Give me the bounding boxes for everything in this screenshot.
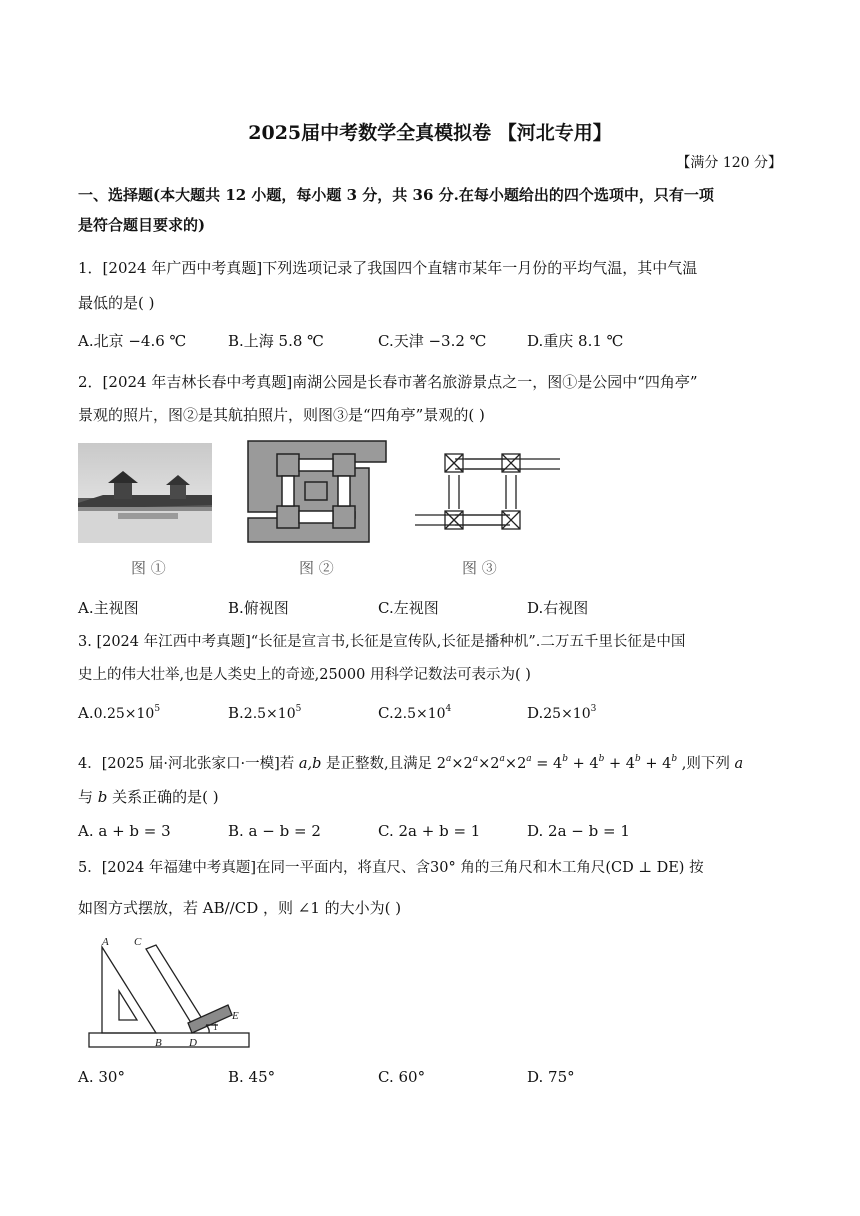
figure-1-caption: 图 ①: [131, 559, 166, 577]
question-3-line2: 史上的伟大壮举,也是人类史上的奇迹,25000 用科学记数法可表示为( ): [78, 667, 531, 683]
q4-option-d: D. 2a − b = 1: [527, 822, 630, 840]
ruler-triangle-figure: [88, 935, 253, 1053]
section-header-line2: 是符合题目要求的): [78, 216, 206, 234]
full-score-label: 【满分 120 分】: [676, 155, 782, 171]
q3-option-d: $D.25\times 10^3$: [527, 704, 597, 722]
q2-option-b: B.俯视图: [228, 599, 289, 617]
q5-option-c: C. 60°: [378, 1068, 426, 1086]
q4-option-b: B. a − b = 2: [228, 822, 321, 840]
question-4-line2: 与 b 关系正确的是( ): [78, 788, 219, 806]
label-angle-1: 1: [213, 1022, 218, 1032]
q5-option-a: A. 30°: [78, 1068, 125, 1086]
label-d: D: [189, 1037, 197, 1049]
q2-option-a: A.主视图: [78, 599, 139, 617]
q1-option-d: D.重庆 8.1 ℃: [527, 332, 624, 350]
q4-option-c: C. 2a + b = 1: [378, 822, 481, 840]
q3-option-a: $A.0.25\times 10^5$: [78, 704, 161, 722]
question-4-line1: 4．[2025 届·河北张家口·一模]若 a,b 是正整数,且满足 $2^a\times 2^a\times 2^a\times 2^a = 4^b + 4^b + 4^b + 4^b$ ,则下列 a: [78, 754, 744, 772]
pavilion-photo: [78, 443, 212, 543]
view-drawing-figure: [415, 445, 560, 540]
question-2-line1: 2．[2024 年吉林长春中考真题]南湖公园是长春市著名旅游景点之一，图①是公园中“四角亭”: [78, 373, 698, 391]
q3-option-b: $B.2.5\times 10^5$: [228, 704, 302, 722]
question-5-line1: 5．[2024 年福建中考真题]在同一平面内，将直尺、含30° 角的三角尺和木工角尺(CD ⊥ DE) 按: [78, 860, 704, 876]
question-1-line2: 最低的是( ): [78, 294, 155, 312]
section-header-line1: 一、选择题(本大题共 12 小题，每小题 3 分，共 36 分.在每小题给出的四个选项中，只有一项: [78, 186, 714, 204]
question-2-line2: 景观的照片，图②是其航拍照片，则图③是“四角亭”景观的( ): [78, 406, 485, 424]
q5-option-b: B. 45°: [228, 1068, 276, 1086]
q2-option-d: D.右视图: [527, 599, 589, 617]
figure-3-caption: 图 ③: [462, 559, 497, 577]
q1-option-c: C.天津 −3.2 ℃: [378, 332, 487, 350]
q2-option-c: C.左视图: [378, 599, 439, 617]
q5-option-d: D. 75°: [527, 1068, 575, 1086]
question-5-line2: 如图方式摆放，若 AB//CD ，则 ∠1 的大小为( ): [78, 899, 402, 917]
label-c: C: [134, 936, 142, 948]
q1-option-a: A.北京 −4.6 ℃: [78, 332, 187, 350]
q4-option-a: A. a + b = 3: [78, 822, 171, 840]
question-1-line1: 1．[2024 年广西中考真题]下列选项记录了我国四个直辖市某年一月份的平均气温，其中气温: [78, 259, 698, 277]
page-title: 2025届中考数学全真模拟卷 【河北专用】: [248, 122, 612, 144]
q1-option-b: B.上海 5.8 ℃: [228, 332, 324, 350]
question-3-line1: 3. [2024 年江西中考真题]“长征是宣言书,长征是宣传队,长征是播种机”.二万五千里长征是中国: [78, 634, 686, 650]
q3-option-c: $C.2.5\times 10^4$: [378, 704, 452, 722]
label-e: E: [232, 1010, 239, 1022]
label-a: A: [102, 936, 109, 948]
aerial-figure: [247, 440, 387, 545]
figure-2-caption: 图 ②: [299, 559, 334, 577]
label-b: B: [155, 1037, 162, 1049]
